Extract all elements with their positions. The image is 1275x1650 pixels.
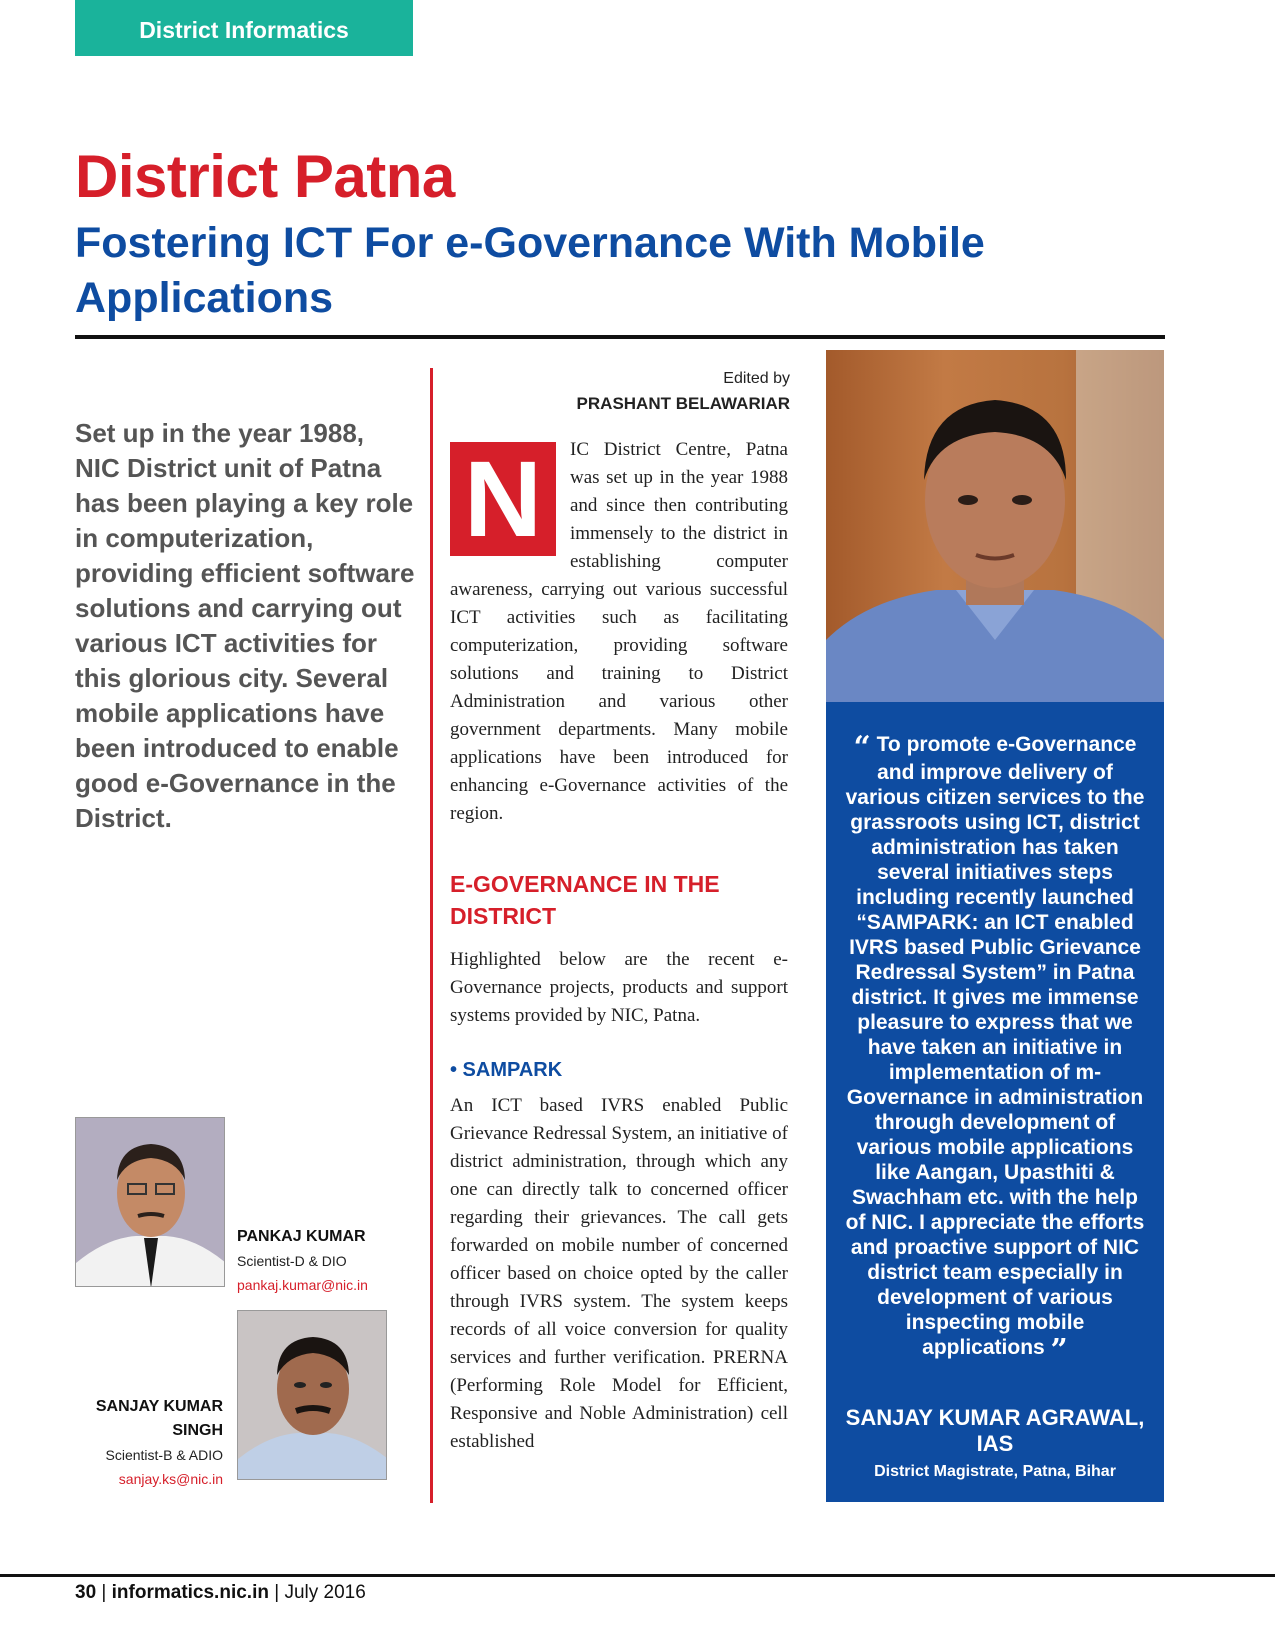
portrait-illustration	[826, 350, 1164, 702]
open-quote-icon: “	[853, 730, 871, 765]
quote-text-block	[842, 730, 1148, 1368]
section-tab-label: District Informatics	[139, 16, 349, 43]
sampark-paragraph: An ICT based IVRS enabled Public Grievance Redressal System, an initiative of district administration, through which any one can directly talk to concerned officer regarding their grievances. The call gets forwarded on mobile number of concerned officer based on choice opted by the caller through IVRS system. The system keeps records of all voice conversion for quality services and further verification. PRERNA (Performing Role Model for Efficient, Responsive and Noble Administration) cell established	[450, 1095, 788, 1452]
editor-name: PRASHANT BELAWARIAR	[576, 394, 790, 413]
column-divider	[430, 368, 433, 1503]
page-footer	[75, 1582, 366, 1604]
author-email[interactable]: sanjay.ks@nic.in	[118, 1471, 223, 1487]
quote-box	[826, 702, 1164, 1502]
section-heading: E-GOVERNANCE IN THE DISTRICT	[450, 871, 720, 929]
footer-separator: |	[274, 1582, 285, 1603]
lead-paragraph: IC District Centre, Patna was set up in the year 1988 and since then contributing immensely to the district in establishing computer awareness, carrying out various successful ICT activities such as facilitating computerization, providing software solutions and training to District Administration and various other government departments. Many mobile applications have been introduced for enhancing e-Governance activities of the region.	[450, 439, 788, 824]
article-title: District Patna	[75, 143, 455, 210]
footer-date: July 2016	[284, 1582, 366, 1603]
author-email[interactable]: pankaj.kumar@nic.in	[237, 1277, 368, 1293]
author-photo-pankaj	[75, 1117, 225, 1287]
author-photo-sanjay	[237, 1310, 387, 1480]
footer-separator: |	[101, 1582, 112, 1603]
edited-by-label: Edited by	[723, 370, 790, 387]
article-body	[450, 436, 788, 1456]
drop-cap: N	[450, 442, 556, 556]
author-designation: Scientist-B & ADIO	[105, 1447, 223, 1463]
sampark-heading: • SAMPARK	[450, 1059, 563, 1081]
footer-site[interactable]: informatics.nic.in	[111, 1582, 269, 1603]
title-divider	[75, 335, 1165, 339]
author-designation: Scientist-D & DIO	[237, 1253, 347, 1269]
intro-summary: Set up in the year 1988, NIC District unit of Patna has been playing a key role in computerization, providing efficient software solutions and carrying out various ICT activities for this glorious city. Several mobile applications have been introduced to enable good e-Governance in the District.	[75, 418, 415, 833]
section-tab	[75, 0, 413, 56]
footer-divider	[0, 1574, 1275, 1577]
quote-text: To promote e-Governance and improve delivery of various citizen services to the grassroots using ICT, district administration has taken several initiatives steps including recently launched “SAMPARK: an ICT enabled IVRS based Public Grievance Redressal System” in Patna district. It gives me immense pleasure to express that we have taken an initiative in implementation of m-Governance in administration through development of various mobile applications like Aangan, Upasthiti & Swachham etc. with the help of NIC. I appreciate the efforts and proactive support of NIC district team especially in development of various inspecting mobile applications	[845, 733, 1145, 1359]
article-subtitle: Fostering ICT For e-Governance With Mobile Applications	[75, 219, 985, 322]
close-quote-icon: ”	[1050, 1333, 1068, 1368]
author-name: SANJAY KUMAR SINGH	[95, 1398, 223, 1439]
page-number: 30	[75, 1582, 97, 1603]
portrait-illustration	[238, 1311, 387, 1480]
section-paragraph: Highlighted below are the recent e-Governance projects, products and support systems provided by NIC, Patna.	[450, 949, 788, 1026]
author-card-sanjay	[75, 1395, 223, 1491]
district-magistrate-photo	[826, 350, 1164, 702]
quote-author-role: District Magistrate, Patna, Bihar	[874, 1463, 1116, 1480]
quote-author: SANJAY KUMAR AGRAWAL, IAS	[845, 1405, 1145, 1456]
editor-credit	[450, 366, 790, 416]
portrait-illustration	[76, 1118, 225, 1287]
author-name: PANKAJ KUMAR	[237, 1228, 366, 1245]
author-card-pankaj	[237, 1225, 368, 1297]
